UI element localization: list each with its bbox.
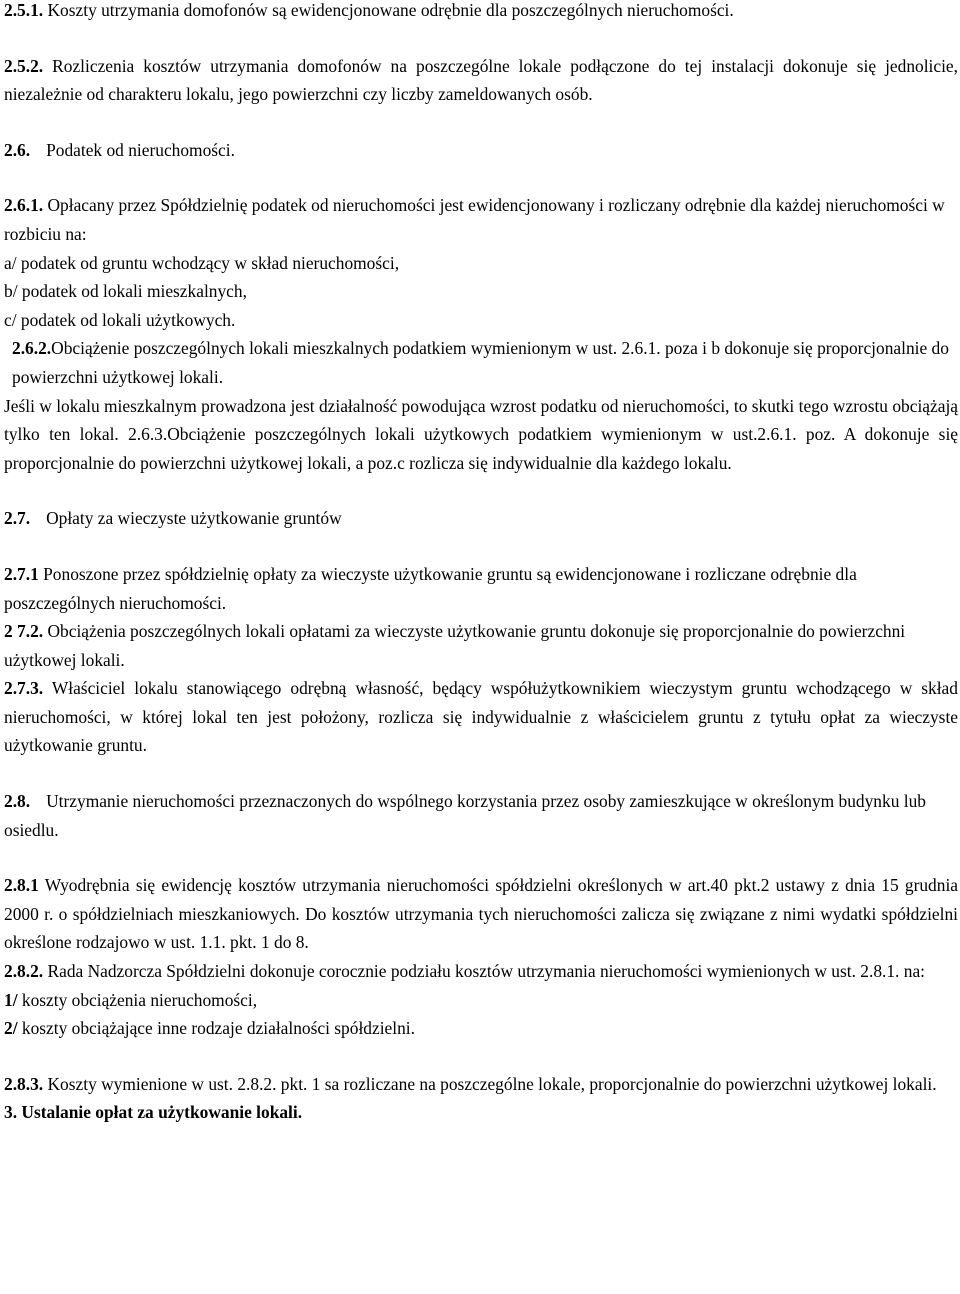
paragraph-2-7-2: [4, 617, 958, 674]
section-number: 2.7.: [4, 508, 31, 529]
paragraph-text: Opłacany przez Spółdzielnię podatek od nieruchomości jest ewidencjonowany i rozliczany odrębnie dla każdej nieruchomości w rozbiciu na:: [4, 195, 945, 244]
paragraph-2-7-1: [4, 560, 958, 617]
heading-2-6: [4, 136, 958, 165]
paragraph-2-6-1: [4, 191, 958, 248]
section-number: 2.5.2.: [4, 55, 44, 76]
paragraph-text: Koszty wymienione w ust. 2.8.2. pkt. 1 sa rozliczane na poszczególne lokale, proporcjonalnie do powierzchni użytkowej lokali.: [47, 1073, 937, 1094]
list-item-number: 2/: [4, 1018, 18, 1039]
section-number: 2.6.: [4, 139, 31, 160]
document-page: [4, 0, 958, 1127]
paragraph-2-5-1: [4, 0, 958, 25]
list-item: b/ podatek od lokali mieszkalnych,: [4, 281, 247, 302]
section-number: 2.8.1: [4, 875, 39, 896]
list-item: c/ podatek od lokali użytkowych.: [4, 309, 236, 330]
section-number: 2.8.: [4, 791, 31, 812]
list-item-text: koszty obciążenia nieruchomości,: [21, 989, 258, 1010]
heading-2-8: [4, 787, 958, 844]
paragraph-text: Rada Nadzorcza Spółdzielni dokonuje corocznie podziału kosztów utrzymania nieruchomości wymienionych w ust. 2.8.1. na:: [47, 961, 925, 982]
heading-3: 3. Ustalanie opłat za użytkowanie lokali.: [4, 1102, 303, 1123]
list-item-number: 1/: [4, 989, 18, 1010]
heading-2-7: [4, 504, 958, 533]
paragraph-text: Obciążenia poszczególnych lokali opłatami za wieczyste użytkowanie gruntu dokonuje się proporcjonalnie do powierzchni użytkowej lokali.: [4, 621, 906, 670]
paragraph-2-8-1: [4, 871, 958, 957]
section-number: 2 7.2.: [4, 621, 44, 642]
list-item: [4, 1014, 958, 1043]
paragraph-text: Właściciel lokalu stanowiącego odrębną własność, będący współużytkownikiem wieczystym gruntu wchodzącego w skład nieruchomości, w której lokal ten jest położony, rozlicza się indywidualnie z właścicielem gruntu z tytułu opłat za wieczyste użytkowanie gruntu.: [4, 678, 958, 756]
paragraph-text: Jeśli w lokalu mieszkalnym prowadzona jest działalność powodująca wzrost podatku od nieruchomości, to skutki tego wzrostu obciążają tylko ten lokal. 2.6.3.: [4, 395, 958, 445]
section-number: 2.6.2.: [12, 338, 52, 359]
list-item: a/ podatek od gruntu wchodzący w skład nieruchomości,: [4, 252, 400, 273]
paragraph-2-8-3: [4, 1070, 958, 1099]
paragraph-text: Koszty utrzymania domofonów są ewidencjonowane odrębnie dla poszczególnych nieruchomości.: [47, 0, 734, 20]
heading-text: Podatek od nieruchomości.: [46, 139, 235, 160]
paragraph-2-6-2: [4, 334, 958, 391]
paragraph-text: Ponoszone przez spółdzielnię opłaty za wieczyste użytkowanie gruntu są ewidencjonowane i rozliczane odrębnie dla poszczególnych nieruchomości.: [4, 563, 857, 613]
heading-text: Utrzymanie nieruchomości przeznaczonych do wspólnego korzystania przez osoby zamieszkujące w określonym budynku lub osiedlu.: [4, 791, 926, 840]
paragraph-text: Wyodrębnia się ewidencję kosztów utrzymania nieruchomości spółdzielni określonych w art.40 pkt.2 ustawy z dnia 15 grudnia 2000 r. o spółdzielniach mieszkaniowych. Do kosztów utrzymania tych nieruchomości zalicza się związane z nimi wydatki spółdzielni określone rodzajowo w ust. 1.1. pkt. 1 do 8.: [4, 875, 958, 953]
paragraph-text: Rozliczenia kosztów utrzymania domofonów na poszczególne lokale podłączone do tej instalacji dokonuje się jednolicie, niezależnie od charakteru lokalu, jego powierzchni czy liczby zameldowanych osób.: [4, 55, 958, 105]
list-item-text: koszty obciążające inne rodzaje działalności spółdzielni.: [21, 1018, 415, 1039]
paragraph-text: Obciążenie poszczególnych lokali mieszkalnych podatkiem wymienionym w ust. 2.6.1. poza i b dokonuje się proporcjonalnie do powierzchni użytkowej lokali.: [12, 338, 949, 387]
paragraph-2-6-3: [4, 392, 958, 478]
heading-text: Opłaty za wieczyste użytkowanie gruntów: [46, 508, 342, 529]
paragraph-2-5-2: [4, 52, 958, 109]
section-number: 2.8.2.: [4, 961, 44, 982]
section-number: 2.7.3.: [4, 678, 44, 699]
paragraph-2-8-2: [4, 957, 958, 986]
paragraph-text: Obciążenie poszczególnych lokali użytkowych podatkiem wymienionym w ust.2.6.1. poz. A dokonuje się proporcjonalnie do powierzchni użytkowej lokali, a poz.c rozlicza się indywidualnie dla każdego lokalu.: [4, 424, 958, 473]
paragraph-2-7-3: [4, 674, 958, 760]
section-number: 2.6.1.: [4, 195, 44, 216]
list-item: [4, 986, 958, 1015]
section-number: 2.5.1.: [4, 0, 44, 20]
section-number: 2.8.3.: [4, 1073, 44, 1094]
section-number: 2.7.1: [4, 563, 39, 584]
